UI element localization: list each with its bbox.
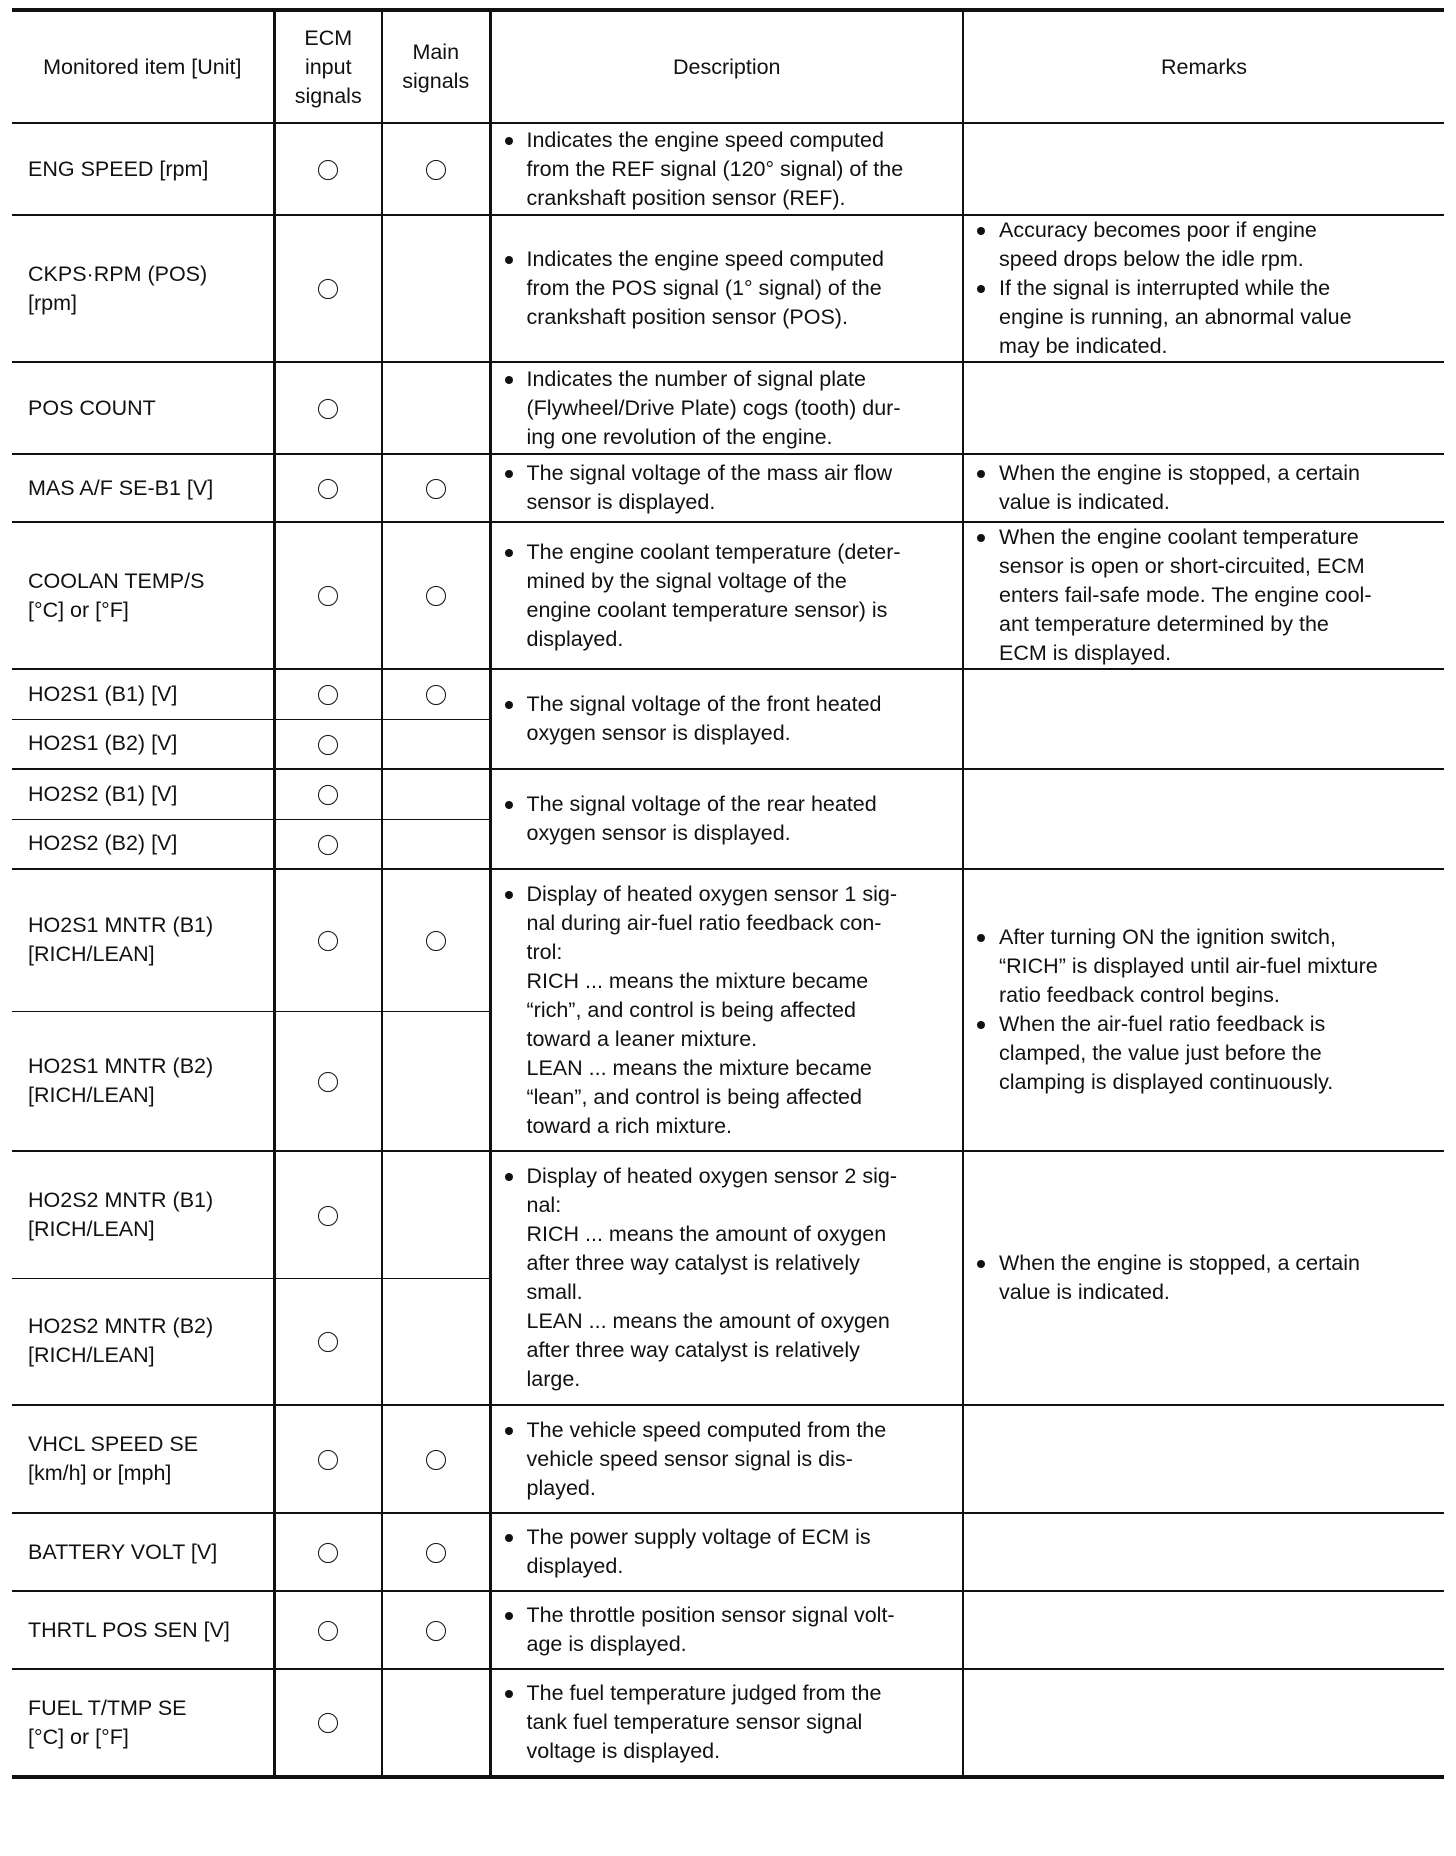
- circle-mark-icon: [318, 835, 338, 855]
- circle-mark-icon: [318, 1543, 338, 1563]
- remarks-bullet: After turning ON the ignition switch, “RICH” is displayed until air-fuel mixture ratio feedback control begins.: [972, 923, 1438, 1010]
- monitored-item: HO2S1 (B1) [V]: [12, 669, 274, 719]
- circle-mark-icon: [426, 1621, 446, 1641]
- remarks-cell: [963, 362, 1444, 454]
- ecm-input-mark: [274, 522, 382, 669]
- circle-mark-icon: [318, 1621, 338, 1641]
- remarks-bullet: When the air-fuel ratio feedback is clamped, the value just before the clamping is displayed continuously.: [972, 1010, 1438, 1097]
- circle-mark-icon: [318, 479, 338, 499]
- ecm-input-mark: [274, 215, 382, 362]
- main-signal-mark: [382, 522, 490, 669]
- description-cell: [490, 669, 963, 769]
- circle-mark-icon: [318, 586, 338, 606]
- monitored-item: FUEL T/TMP SE [°C] or [°F]: [12, 1669, 274, 1777]
- header-description: Description: [490, 10, 963, 123]
- main-signal-mark: [382, 1591, 490, 1669]
- description-cell: [490, 869, 963, 1151]
- ecm-input-mark: [274, 719, 382, 769]
- circle-mark-icon: [318, 931, 338, 951]
- table-row: [12, 1151, 1444, 1278]
- remarks-bullet: When the engine is stopped, a certain value is indicated.: [972, 1249, 1438, 1307]
- ecm-input-mark: [274, 454, 382, 522]
- remarks-bullet: When the engine is stopped, a certain value is indicated.: [972, 459, 1438, 517]
- remarks-cell: [963, 769, 1444, 869]
- header-ecm-line: input: [304, 54, 352, 79]
- monitored-item: BATTERY VOLT [V]: [12, 1513, 274, 1591]
- main-signal-mark: [382, 454, 490, 522]
- monitored-item: COOLAN TEMP/S [°C] or [°F]: [12, 522, 274, 669]
- table-row: [12, 1669, 1444, 1777]
- description-bullet: Indicates the engine speed computed from the REF signal (120° signal) of the crankshaft position sensor (REF).: [500, 126, 957, 213]
- ecm-input-mark: [274, 123, 382, 215]
- circle-mark-icon: [318, 399, 338, 419]
- monitored-item: VHCL SPEED SE [km/h] or [mph]: [12, 1405, 274, 1513]
- description-bullet: The signal voltage of the rear heated oxygen sensor is displayed.: [500, 790, 957, 848]
- description-cell: [490, 1405, 963, 1513]
- monitored-item: MAS A/F SE-B1 [V]: [12, 454, 274, 522]
- remarks-cell: [963, 522, 1444, 669]
- description-bullet: The power supply voltage of ECM is displayed.: [500, 1523, 957, 1581]
- description-bullet: Display of heated oxygen sensor 2 sig- nal: RICH ... means the amount of oxygen after three way catalyst is relatively small. LEAN ... means the amount of oxygen after three way catalyst is relatively large.: [500, 1162, 957, 1394]
- monitored-item: HO2S2 (B2) [V]: [12, 819, 274, 869]
- monitored-item: CKPS·RPM (POS) [rpm]: [12, 215, 274, 362]
- monitored-item: THRTL POS SEN [V]: [12, 1591, 274, 1669]
- description-cell: [490, 522, 963, 669]
- ecm-input-mark: [274, 1591, 382, 1669]
- description-cell: [490, 123, 963, 215]
- remarks-cell: [963, 123, 1444, 215]
- circle-mark-icon: [426, 931, 446, 951]
- description-bullet: Indicates the number of signal plate (Flywheel/Drive Plate) cogs (tooth) dur- ing one revolution of the engine.: [500, 365, 957, 452]
- header-ecm-line: ECM: [304, 25, 353, 50]
- ecm-input-mark: [274, 1011, 382, 1151]
- remarks-cell: [963, 1513, 1444, 1591]
- main-signal-mark: [382, 123, 490, 215]
- circle-mark-icon: [318, 1206, 338, 1226]
- header-main-line: Main: [412, 40, 460, 64]
- description-cell: [490, 769, 963, 869]
- monitored-item: HO2S2 MNTR (B1) [RICH/LEAN]: [12, 1151, 274, 1278]
- main-signal-mark: [382, 1669, 490, 1777]
- table-row: [12, 454, 1444, 522]
- circle-mark-icon: [318, 1713, 338, 1733]
- ecm-input-mark: [274, 669, 382, 719]
- header-monitored-item: Monitored item [Unit]: [12, 10, 274, 123]
- circle-mark-icon: [318, 685, 338, 705]
- monitored-item: HO2S2 (B1) [V]: [12, 769, 274, 819]
- description-bullet: The fuel temperature judged from the tank fuel temperature sensor signal voltage is displayed.: [500, 1679, 957, 1766]
- ecm-input-mark: [274, 1151, 382, 1278]
- remarks-cell: [963, 1669, 1444, 1777]
- main-signal-mark: [382, 719, 490, 769]
- ecm-input-mark: [274, 769, 382, 819]
- remarks-cell: [963, 869, 1444, 1151]
- table-row: [12, 869, 1444, 1011]
- circle-mark-icon: [318, 785, 338, 805]
- monitored-item: POS COUNT: [12, 362, 274, 454]
- ecm-input-mark: [274, 1405, 382, 1513]
- description-bullet: The signal voltage of the front heated oxygen sensor is displayed.: [500, 690, 957, 748]
- data-monitor-table: [12, 8, 1444, 1779]
- circle-mark-icon: [426, 479, 446, 499]
- table-row: [12, 1591, 1444, 1669]
- description-bullet: The throttle position sensor signal volt- age is displayed.: [500, 1601, 957, 1659]
- circle-mark-icon: [318, 160, 338, 180]
- description-bullet: Display of heated oxygen sensor 1 sig- nal during air-fuel ratio feedback con- trol: RICH ... means the mixture became “rich”, and control is being affected toward a leaner mixture. LEAN ... means the mixture became “lean”, and control is being affected toward a rich mixture.: [500, 880, 957, 1141]
- description-cell: [490, 1513, 963, 1591]
- remarks-cell: [963, 454, 1444, 522]
- remarks-cell: [963, 1405, 1444, 1513]
- circle-mark-icon: [426, 1543, 446, 1563]
- circle-mark-icon: [426, 685, 446, 705]
- header-main-signals: [382, 10, 490, 123]
- monitored-item: HO2S1 (B2) [V]: [12, 719, 274, 769]
- circle-mark-icon: [318, 279, 338, 299]
- table-row: [12, 522, 1444, 669]
- ecm-input-mark: [274, 1669, 382, 1777]
- main-signal-mark: [382, 869, 490, 1011]
- circle-mark-icon: [318, 1072, 338, 1092]
- remarks-cell: [963, 669, 1444, 769]
- ecm-input-mark: [274, 869, 382, 1011]
- monitored-item: ENG SPEED [rpm]: [12, 123, 274, 215]
- table-row: [12, 1405, 1444, 1513]
- description-bullet: The vehicle speed computed from the vehicle speed sensor signal is dis- played.: [500, 1416, 957, 1503]
- monitor-table-container: [12, 8, 1444, 1779]
- table-row: [12, 769, 1444, 819]
- ecm-input-mark: [274, 362, 382, 454]
- main-signal-mark: [382, 1011, 490, 1151]
- monitored-item: HO2S2 MNTR (B2) [RICH/LEAN]: [12, 1278, 274, 1405]
- table-row: [12, 1513, 1444, 1591]
- description-cell: [490, 215, 963, 362]
- header-remarks: Remarks: [963, 10, 1444, 123]
- table-row: [12, 123, 1444, 215]
- main-signal-mark: [382, 769, 490, 819]
- main-signal-mark: [382, 362, 490, 454]
- main-signal-mark: [382, 1151, 490, 1278]
- remarks-cell: [963, 215, 1444, 362]
- description-cell: [490, 454, 963, 522]
- monitored-item: HO2S1 MNTR (B1) [RICH/LEAN]: [12, 869, 274, 1011]
- ecm-input-mark: [274, 819, 382, 869]
- description-cell: [490, 362, 963, 454]
- circle-mark-icon: [318, 735, 338, 755]
- remarks-bullet: Accuracy becomes poor if engine speed drops below the idle rpm.: [972, 216, 1438, 274]
- description-bullet: The signal voltage of the mass air flow sensor is displayed.: [500, 459, 957, 517]
- circle-mark-icon: [426, 160, 446, 180]
- circle-mark-icon: [426, 1450, 446, 1470]
- circle-mark-icon: [426, 586, 446, 606]
- description-cell: [490, 1669, 963, 1777]
- table-row: [12, 669, 1444, 719]
- circle-mark-icon: [318, 1450, 338, 1470]
- remarks-bullet: When the engine coolant temperature sensor is open or short-circuited, ECM enters fail-safe mode. The engine cool- ant temperature determined by the ECM is displayed.: [972, 523, 1438, 668]
- main-signal-mark: [382, 819, 490, 869]
- header-ecm-line: signals: [294, 83, 362, 108]
- header-ecm-input-signals: [274, 10, 382, 123]
- header-row: [12, 10, 1444, 123]
- circle-mark-icon: [318, 1332, 338, 1352]
- remarks-cell: [963, 1151, 1444, 1405]
- main-signal-mark: [382, 1405, 490, 1513]
- description-bullet: Indicates the engine speed computed from the POS signal (1° signal) of the crankshaft position sensor (POS).: [500, 245, 957, 332]
- table-row: [12, 215, 1444, 362]
- description-cell: [490, 1151, 963, 1405]
- monitored-item: HO2S1 MNTR (B2) [RICH/LEAN]: [12, 1011, 274, 1151]
- remarks-bullet: If the signal is interrupted while the engine is running, an abnormal value may be indicated.: [972, 274, 1438, 361]
- main-signal-mark: [382, 1278, 490, 1405]
- main-signal-mark: [382, 669, 490, 719]
- ecm-input-mark: [274, 1278, 382, 1405]
- table-row: [12, 362, 1444, 454]
- main-signal-mark: [382, 1513, 490, 1591]
- remarks-cell: [963, 1591, 1444, 1669]
- description-bullet: The engine coolant temperature (deter- mined by the signal voltage of the engine coolant temperature sensor) is displayed.: [500, 538, 957, 654]
- header-main-line: signals: [402, 69, 470, 93]
- main-signal-mark: [382, 215, 490, 362]
- description-cell: [490, 1591, 963, 1669]
- ecm-input-mark: [274, 1513, 382, 1591]
